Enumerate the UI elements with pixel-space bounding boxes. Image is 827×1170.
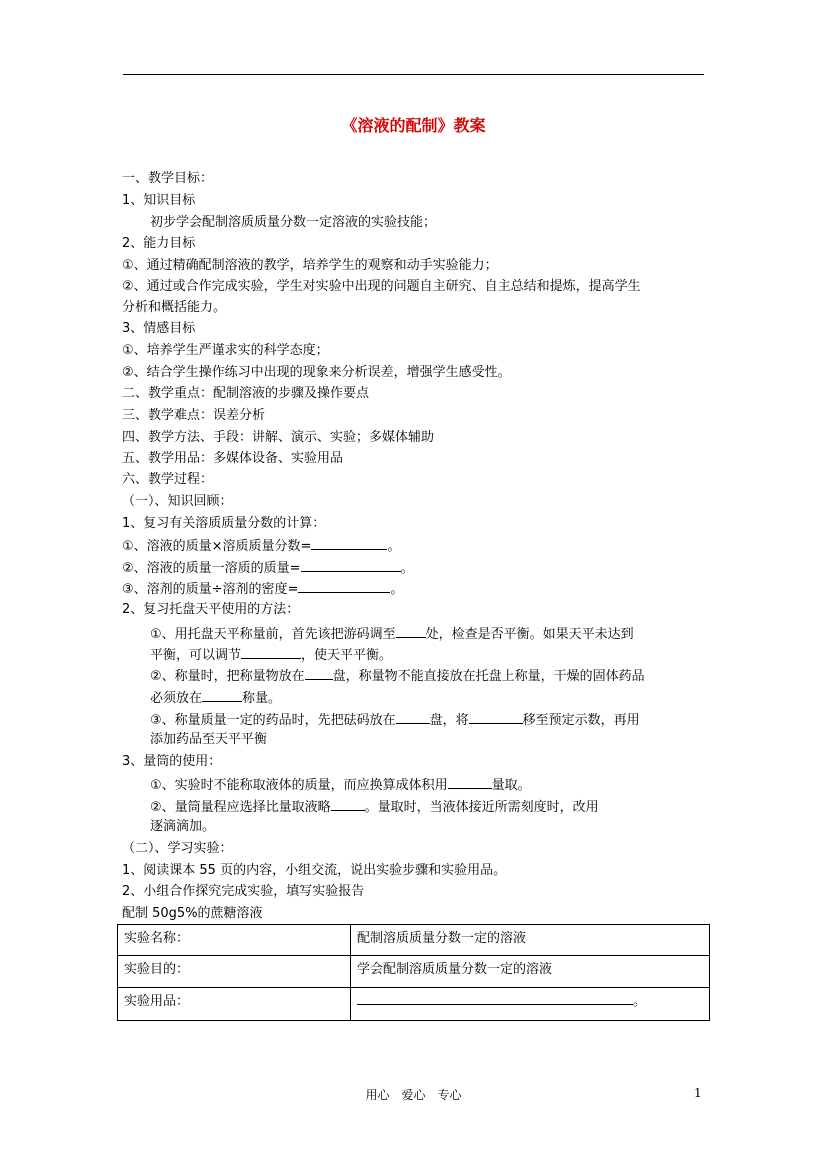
table-value: 学会配制溶质质量分数一定的溶液: [351, 956, 710, 988]
text-line: 3、量筒的使用：: [122, 754, 222, 769]
fill-line: ①、实验时不能称取液体的质量，而应换算成体积用 量取。: [150, 775, 531, 794]
table-value: 。: [351, 988, 710, 1021]
answer-blank[interactable]: [305, 666, 333, 680]
header-rule: [123, 74, 704, 75]
text-line: 逐滴滴加。: [150, 819, 216, 834]
fill-line: ②、量筒量程应选择比量取液略 。量取时，当液体接近所需刻度时，改用: [150, 797, 599, 816]
answer-blank[interactable]: [396, 710, 430, 724]
document-title: 《溶液的配制》教案: [341, 116, 486, 135]
text-line: 添加药品至天平平衡: [150, 732, 268, 747]
text-line: ②、通过或合作完成实验，学生对实验中出现的问题自主研究、自主总结和提炼，提高学生: [122, 279, 641, 294]
table-row: [118, 925, 710, 956]
text-line: 1、复习有关溶质质量分数的计算：: [122, 516, 326, 531]
fill-line: 必须放在 称量。: [150, 688, 281, 707]
text-line: 1、知识目标: [122, 193, 196, 208]
table-row: [118, 956, 710, 988]
answer-blank[interactable]: [448, 775, 492, 789]
text-line: 三、教学难点：误差分析: [122, 408, 266, 423]
table-label: 实验用品：: [118, 988, 351, 1021]
answer-blank[interactable]: [357, 991, 633, 1005]
text-line: 一、教学目标：: [122, 171, 214, 186]
answer-blank[interactable]: [202, 688, 242, 702]
answer-blank[interactable]: [311, 536, 387, 550]
table-row: [118, 988, 710, 1021]
text-line: 2、复习托盘天平使用的方法：: [122, 602, 300, 617]
text-line: （一）、知识回顾：: [122, 494, 233, 509]
fill-line: ②、溶液的质量一溶质的质量= 。: [122, 558, 414, 577]
page-footer: 用心 爱心 专心: [365, 1088, 462, 1102]
text-line: 初步学会配制溶质质量分数一定溶液的实验技能；: [150, 215, 437, 230]
text-line: 分析和概括能力。: [122, 300, 227, 315]
table-value: 配制溶质质量分数一定的溶液: [351, 925, 710, 956]
text-line: 二、教学重点：配制溶液的步骤及操作要点: [122, 386, 370, 401]
text-line: 配制 50g5%的蔗糖溶液: [122, 906, 263, 921]
answer-blank[interactable]: [396, 624, 426, 638]
table-label: 实验名称：: [118, 925, 351, 956]
text-line: ②、结合学生操作练习中出现的现象来分析误差，增强学生感受性。: [122, 365, 511, 380]
answer-blank[interactable]: [301, 558, 401, 572]
text-line: ①、通过精确配制溶液的教学，培养学生的观察和动手实验能力；: [122, 258, 498, 273]
table-label: 实验目的：: [118, 956, 351, 988]
experiment-report-table: [117, 924, 710, 1021]
answer-blank[interactable]: [298, 579, 390, 593]
text-line: ①、培养学生严谨求实的科学态度；: [122, 343, 329, 358]
fill-line: 平衡，可以调节 ，使天平平衡。: [150, 645, 392, 664]
text-line: 1、阅读课本 55 页的内容，小组交流，说出实验步骤和实验用品。: [122, 863, 507, 878]
text-line: 六、教学过程：: [122, 472, 214, 487]
fill-line: ①、用托盘天平称量前，首先该把游码调至 处，检查是否平衡。如果天平未达到: [150, 624, 634, 643]
answer-blank[interactable]: [241, 645, 301, 659]
fill-line: ②、称量时，把称量物放在 盘，称量物不能直接放在托盘上称量，干燥的固体药品: [150, 666, 645, 685]
fill-line: ①、溶液的质量×溶质质量分数= 。: [122, 536, 400, 555]
text-line: 3、情感目标: [122, 321, 196, 336]
fill-line: ③、称量质量一定的药品时，先把砝码放在 盘，将 移至预定示数，再用: [150, 710, 640, 729]
text-line: 四、教学方法、手段：讲解、演示、实验；多媒体辅助: [122, 430, 435, 445]
answer-blank[interactable]: [469, 710, 523, 724]
text-line: 五、教学用品：多媒体设备、实验用品: [122, 451, 344, 466]
text-line: 2、能力目标: [122, 236, 196, 251]
text-line: 2、小组合作探究完成实验，填写实验报告: [122, 884, 365, 899]
text-line: （二）、学习实验：: [122, 841, 233, 856]
page-number: 1: [694, 1086, 702, 1100]
answer-blank[interactable]: [331, 797, 365, 811]
fill-line: ③、溶剂的质量÷溶剂的密度= 。: [122, 579, 403, 598]
